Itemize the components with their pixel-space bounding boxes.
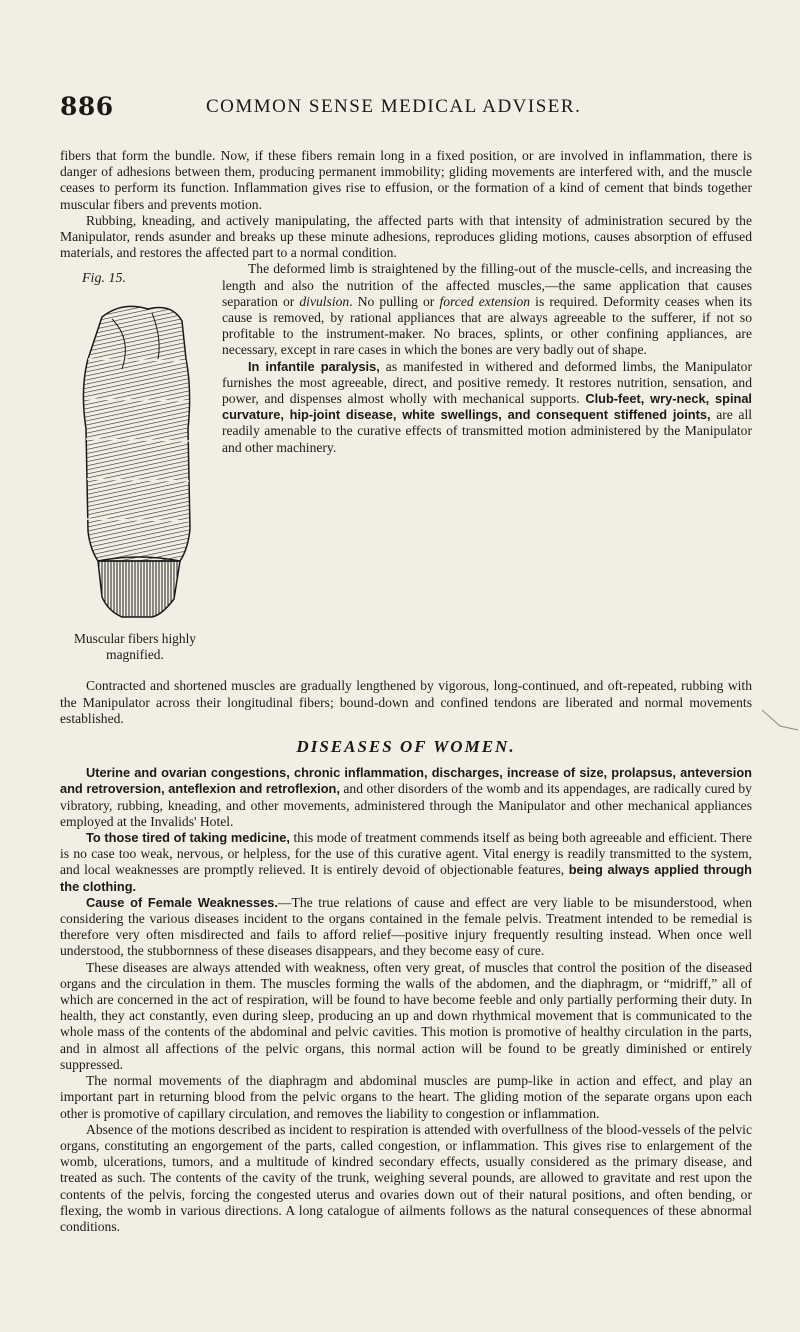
paragraph-1: fibers that form the bundle. Now, if these fibers remain long in a fixed position, or are involved in inflammation, there is danger of adhesions between them, producing permanent immobility; gliding movements are interfered with, and the muscle ceases to perform its function. Inflammation gives rise to effusion, or the formation of a kind of cement that binds together muscular fibers and prevents motion. (60, 148, 752, 212)
p8-lead: Cause of Female Weaknesses. (86, 894, 278, 910)
p7-lead: To those tired of taking medicine, (86, 830, 290, 846)
page-number: 886 (60, 92, 114, 121)
p4-lead: In infantile paralysis, (248, 358, 380, 374)
page-body (60, 148, 752, 1235)
muscle-fibers-illustration (62, 299, 208, 629)
p4-text-c: are all readily amenable to the curative effects of transmitted motion administered by the Manipulator and other machinery. (222, 407, 752, 455)
figure-caption: Muscular fibers highly magnified. (74, 631, 196, 663)
p4-conditions: Club-feet, wry-neck, spinal curvature, hip-joint disease, white swellings, and consequent stiffened joints, (222, 391, 752, 423)
p3-text-a: The deformed limb is straightened by the filling-out of the muscle-cells, and increasing the length and also the nutrition of the affected muscles,—the same application that causes separation or (222, 261, 752, 309)
paragraph-2: Rubbing, kneading, and actively manipulating, the affected parts with that intensity of administration secured by the Manipulator, rends asunder and breaks up these minute adhesions, reproduces gliding motions, causes absorption of effused materials, and restores the affected part to a normal condition. (60, 212, 752, 261)
p6-lead: Uterine and ovarian congestions, chronic inflammation, discharges, increase of size, prolapsus, anteversion and retroversion, anteflexion and retroflexion, (60, 765, 752, 797)
paragraph-10: The normal movements of the diaphragm and abdominal muscles are pump-like in action and effect, and play an important part in returning blood from the pelvic organs to the heart. The gliding motion of the separate organs upon each other is promotive of capillary circulation, and removes the liability to congestion or inflammation. (60, 1073, 752, 1121)
figure-15 (60, 263, 210, 678)
paragraph-5: Contracted and shortened muscles are gradually lengthened by vigorous, long-continued, and oft-repeated, rubbing with the Manipulator across their longitudinal fibers; bound-down and confined tendons are liberated and normal movements established. (60, 678, 752, 726)
p3-text-b: . No pulling or (349, 293, 440, 309)
p3-text-c: is required. Deformity ceases when its cause is removed, by rational appliances that are always agreeable to the sufferer, if not so profitable to the instrument-maker. No braces, splints, or other confining appliances, are necessary, except in rare cases in which the bones are very badly out of shape. (222, 293, 753, 358)
p7-text-b: being always applied through the clothing. (60, 862, 752, 894)
paragraph-9: These diseases are always attended with weakness, often very great, of muscles that control the position of the diseased organs and the circulation in them. The muscles forming the walls of the abdomen, and the diaphragm, or “midriff,” all of which are concerned in the act of respiration, will be found to have become feeble and only partially performing their duty. In health, they act constantly, even during sleep, producing an up and down rhythmical movement that is communicated to the whole mass of the contents of the abdominal and pelvic cavities. This motion is promotive of healthy circulation in the parts, and in almost all affections of the pelvic organs, this normal action will be found to be greatly diminished or entirely suppressed. (60, 959, 752, 1072)
running-head: COMMON SENSE MEDICAL ADVISER. (206, 96, 582, 117)
p3-forced-extension: forced extension (439, 293, 531, 309)
p3-divulsion: divulsion (299, 293, 350, 309)
page-header (60, 92, 750, 132)
p4-text-a: as manifested in withered and deformed limbs, the Manipulator furnishes the most agreeable, direct, and positive remedy. It restores nutrition, sensation, and power, and dispenses almost wholly with mechanical supports. (222, 358, 753, 407)
p8-text: —The true relations of cause and effect are very liable to be misunderstood, when considering the various diseases incident to the organs contained in the female pelvis. Treatment intended to be remedial is therefore very often misdirected and fails to afford relief—positive injury frequently resulting instead. When once well understood, the stubbornness of these diseases disappears, and they become easy of cure. (60, 894, 752, 959)
section-title: DISEASES OF WOMEN. (296, 737, 516, 757)
figure-label: Fig. 15. (82, 271, 126, 287)
paragraph-7 (60, 830, 752, 895)
p7-text-a: this mode of treatment commends itself as being both agreeable and efficient. There is no case too weak, nervous, or helpless, for the use of this curative agent. Vital energy is readily transmitted to the system, and local weaknesses are promptly relieved. It is entirely devoid of objectionable features, (60, 830, 752, 878)
paragraph-6 (60, 765, 752, 830)
paragraph-8 (60, 895, 752, 960)
p6-text: and other disorders of the womb and its appendages, are radically cured by vibratory, rubbing, kneading, and other movements, administered through the Manipulator and other mechanical appliances employed at the Invalids' Hotel. (60, 781, 752, 829)
margin-pencil-mark (760, 706, 800, 736)
paragraph-11: Absence of the motions described as incident to respiration is attended with overfullness of the blood-vessels of the pelvic organs, constituting an engorgement of the parts, called congestion, or inflammation. This gives rise to enlargement of the womb, ulcerations, tumors, and a multitude of kindred secondary effects, usually considered as the primary disease, and treated as such. The contents of the cavity of the trunk, weighing several pounds, are allowed to gravitate and rest upon the contents of the pelvis, forcing the congested uterus and ovaries down out of their natural positions, and often bending, or flexing, the womb in various directions. A long catalogue of ailments follows as the natural consequences of these abnormal conditions. (60, 1121, 752, 1234)
